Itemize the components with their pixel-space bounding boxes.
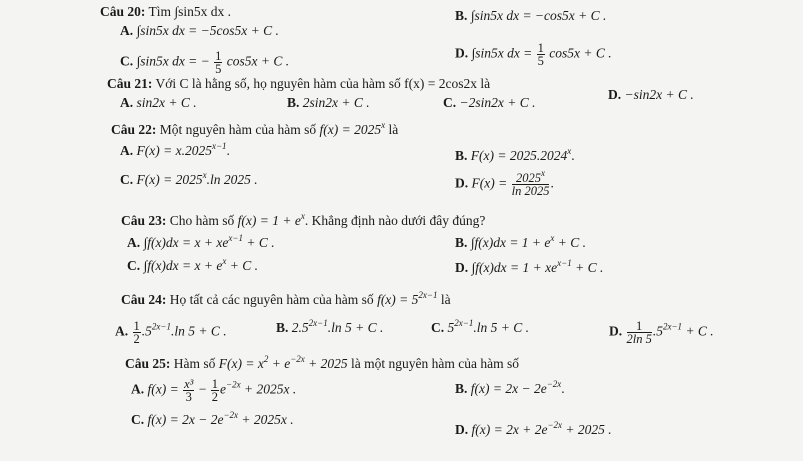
q23-option-c: C. $\int f(x)dx = x + e^x + C$ . (127, 256, 259, 273)
q20-option-b: B. ∫sin5x dx = −cos5x + C . (455, 8, 607, 23)
fraction: $\frac{1}{2\ln 5}$ (626, 319, 652, 346)
q24-option-d: D. $\frac{1}{2\ln 5}$ $.5^{2x-1} + C$ . (609, 319, 714, 346)
q24-option-c: C. $5^{2x-1}.\ln$ 5 + C . (431, 318, 529, 335)
fraction: $\frac{1}{2}$ (133, 319, 140, 346)
q25-option-a: A. f(x) = $\frac{\text{x³}}{3}$ − $\frac{1}{2}$ $e^{-2x} + 2025x$ . (131, 377, 297, 404)
q23-option-a: A. $\int f(x)dx = x + xe^{x-1} + C$ . (127, 233, 275, 250)
q22-option-c: C. $F(x) = 2025^x.\ln$ 2025 . (120, 170, 258, 187)
q25-option-b: B. $f(x) = 2x - 2e^{-2x}$. (455, 379, 565, 396)
question-21: Câu 21: Với C là hằng số, họ nguyên hàm của hàm số f(x) = 2cos2x là (107, 76, 491, 91)
question-20-stem: Tìm ∫sin5x dx . (148, 4, 231, 19)
q21-option-c: C. −2sin2x + C . (443, 95, 536, 110)
q20-option-d: D. ∫sin5x dx = $\frac{1}{5}$ cos5x + C . (455, 41, 612, 68)
question-23: Câu 23: Cho hàm số $f(x) = 1 + e^x$. Khẳng định nào dưới đây đúng? (121, 211, 486, 228)
q24-option-b: B. $2.5^{2x-1}.\ln$ 5 + C . (276, 318, 384, 335)
fraction: $\frac{2025^x}{\ln 2025}$ (511, 168, 550, 198)
question-25: Câu 25: Hàm số $F(x) = x^2 + e^{-2x} + 2025$ là một nguyên hàm của hàm số (125, 354, 520, 371)
q25-option-c: C. $f(x) = 2x - 2e^{-2x} + 2025x$ . (131, 410, 294, 427)
question-20 (100, 4, 231, 20)
fraction: $\frac{1}{5}$ (537, 41, 544, 68)
q21-option-d: D. −sin2x + C . (608, 87, 694, 102)
q21-option-b: B. 2sin2x + C . (287, 95, 370, 110)
q20-option-c: C. ∫sin5x dx = − $\frac{1}{5}$ cos5x + C . (120, 49, 290, 76)
question-24: Câu 24: Họ tất cả các nguyên hàm của hàm số $f(x) = 5^{2x-1}$ là (121, 290, 451, 307)
q22-option-a: A. $F(x) = x.2025^{x-1}$. (120, 141, 230, 158)
q21-option-a: A. sin2x + C . (120, 95, 197, 110)
question-22: Câu 22: Một nguyên hàm của hàm số $f(x) = 2025^x$ là (111, 120, 399, 137)
q22-option-d: D. F(x) = $\frac{2025^x}{\ln 2025}$ . (455, 168, 554, 198)
q25-option-d: D. $f(x) = 2x + 2e^{-2x} + 2025$ . (455, 420, 612, 437)
q24-option-a: A. $\frac{1}{2}$ $.5^{2x-1}.\ln$ 5 + C . (115, 319, 227, 346)
q23-option-d: D. $\int f(x)dx = 1 + xe^{x-1} + C$ . (455, 258, 604, 275)
fraction: $\frac{1}{5}$ (215, 49, 222, 76)
fraction: $\frac{1}{2}$ (211, 377, 219, 404)
q23-option-b: B. $\int f(x)dx = 1 + e^x + C$ . (455, 233, 587, 250)
question-20-label: Câu 20: (100, 4, 146, 19)
fraction: $\frac{\text{x³}}{3}$ (184, 377, 194, 404)
q20-option-a: A. ∫sin5x dx = −5cos5x + C . (120, 23, 279, 38)
q22-option-b: B. $F(x) = 2025.2024^x$. (455, 146, 575, 163)
